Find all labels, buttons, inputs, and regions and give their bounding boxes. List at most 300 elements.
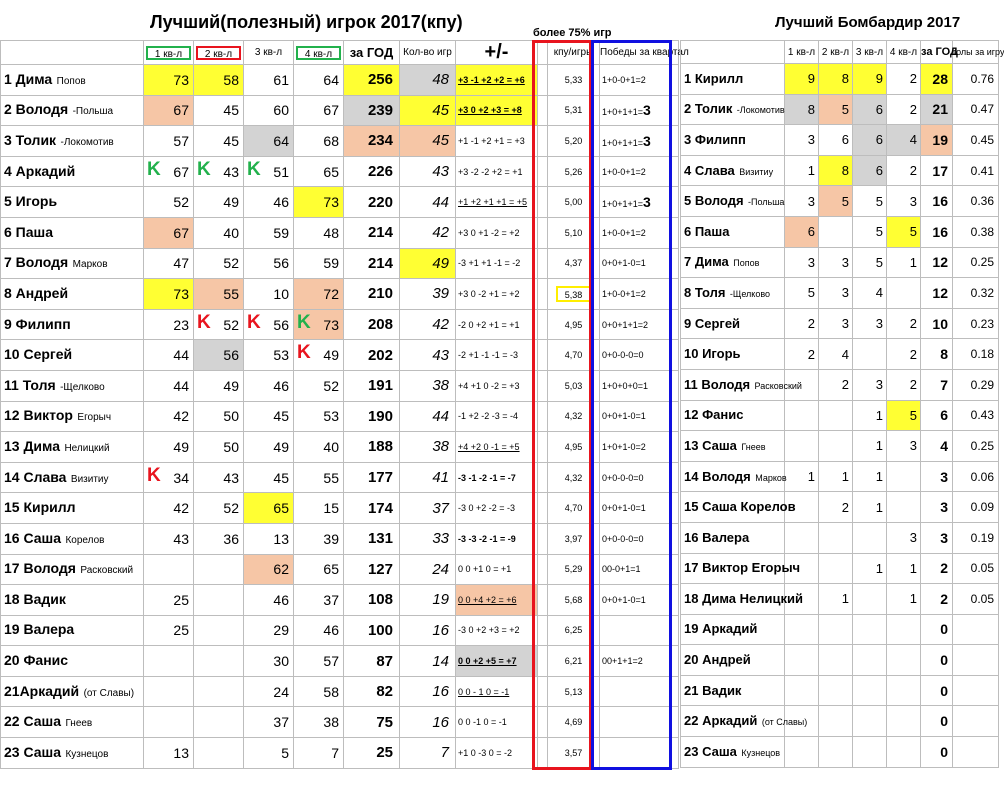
q4-points-cell: [294, 554, 344, 585]
kpu-value: 5,31: [564, 105, 583, 116]
scorer-row: [681, 339, 999, 370]
kpu-value: 3,97: [564, 533, 583, 544]
q4-points: 46: [323, 622, 339, 639]
header-wins: Победы за квартал: [600, 41, 679, 65]
scorer-q1-goals: [785, 400, 819, 431]
scorer-q1-goals: 3: [785, 186, 819, 217]
player-surname: Нелицкий: [64, 442, 110, 454]
player-name-cell: [1, 523, 144, 554]
scorer-q2-goals: 1: [819, 461, 853, 492]
q4-points: 58: [323, 683, 339, 700]
gap-cell: [538, 279, 548, 310]
scorer-row: [681, 369, 999, 400]
goals-per-game: 0.25: [953, 247, 999, 278]
player-name-cell: [1, 432, 144, 463]
games-count: 42: [400, 217, 456, 248]
player-row: [1, 585, 679, 616]
q2-points: 56: [223, 347, 239, 364]
gap-cell: [538, 370, 548, 401]
scorer-q4-goals: 2: [887, 308, 921, 339]
gap-cell: [538, 646, 548, 677]
scorer-q3-goals: [853, 522, 887, 553]
header-year: за ГОД: [344, 41, 400, 65]
kpu-cell: [548, 646, 600, 677]
q4-points-cell: [294, 126, 344, 157]
scorer-table: [680, 40, 1004, 768]
q2-points-cell: [194, 248, 244, 279]
q1-points-cell: [144, 126, 194, 157]
scorer-q4-goals: 3: [887, 522, 921, 553]
games-count: 45: [400, 95, 456, 126]
player-name-cell: [1, 340, 144, 371]
scorer-row: [681, 155, 999, 186]
quarter-wins: [600, 646, 679, 677]
goals-per-game: 0.36: [953, 186, 999, 217]
q2-points-cell: [194, 156, 244, 187]
right-table-title: Лучший Бомбардир 2017: [775, 14, 961, 31]
q2-points-cell: [194, 126, 244, 157]
gap-cell: [538, 554, 548, 585]
gap-cell: [538, 585, 548, 616]
scorer-q1-goals: 8: [785, 94, 819, 125]
games-count: 44: [400, 401, 456, 432]
games-count: 38: [400, 432, 456, 463]
q2-points-cell: [194, 585, 244, 616]
plus-minus: +3 -1 +2 +2 = +6: [456, 65, 538, 96]
player-row: [1, 279, 679, 310]
player-name-cell: [1, 65, 144, 96]
player-name-cell: [1, 676, 144, 707]
games-count: 39: [400, 279, 456, 310]
plus-minus: 0 0 - 1 0 = -1: [456, 676, 538, 707]
kpu-value: 4,32: [564, 411, 583, 422]
q4-points-cell: [294, 95, 344, 126]
scorer-q2-goals: 5: [819, 94, 853, 125]
scorer-year-total: 16: [921, 216, 953, 247]
quarter-wins: [600, 279, 679, 310]
q1-points-cell: [144, 585, 194, 616]
quarter-wins: [600, 585, 679, 616]
kpu-value: 5,13: [564, 686, 583, 697]
q3-points-cell: [244, 493, 294, 524]
year-total: 108: [344, 585, 400, 616]
player-name-cell: [1, 95, 144, 126]
player-surname: Визитиу: [70, 473, 109, 485]
plus-minus: 0 0 +4 +2 = +6: [456, 585, 538, 616]
kpu-value: 6,25: [564, 625, 583, 636]
scorer-header-row: [681, 41, 999, 64]
quarter-wins: [600, 523, 679, 554]
scorer-name: 18 Дима Нелицкий: [684, 590, 803, 606]
q3-points-cell: [244, 279, 294, 310]
scorer-row: [681, 675, 999, 706]
header-q3: 3 кв-л: [244, 41, 294, 65]
kpu-cell: [548, 432, 600, 463]
scorer-q3-goals: 6: [853, 125, 887, 156]
q1-points: 43: [173, 530, 189, 547]
q3-points: 56: [273, 316, 289, 333]
scorer-q1-goals: 5: [785, 278, 819, 309]
player-name: 9 Филипп: [4, 315, 71, 332]
player-name: 13 Дима: [4, 437, 60, 454]
player-name-cell: [1, 187, 144, 218]
games-count: 48: [400, 65, 456, 96]
gap-cell: [538, 187, 548, 218]
wins-formula: 0+0-0-0=0: [602, 350, 644, 361]
q3-points-cell: [244, 615, 294, 646]
scorer-q3-goals: 3: [853, 308, 887, 339]
kpu-cell: [548, 707, 600, 738]
q4-points: 53: [323, 408, 339, 425]
q4-points: 52: [323, 377, 339, 394]
gap-cell: [538, 738, 548, 769]
scorer-header-q4: 4 кв-л: [887, 41, 921, 64]
kpu-value: 4,70: [564, 503, 583, 514]
player-surname: -Польша: [72, 106, 114, 118]
games-count: 16: [400, 707, 456, 738]
scorer-year-total: 21: [921, 94, 953, 125]
scorer-year-total: 2: [921, 553, 953, 584]
q2-points-cell: [194, 279, 244, 310]
q1-points-cell: [144, 554, 194, 585]
q1-points: 52: [173, 194, 189, 211]
quarter-wins: [600, 370, 679, 401]
q1-green-box: 1 кв-л: [146, 46, 191, 60]
k-mark: K: [147, 464, 161, 486]
player-name: 4 Аркадий: [4, 162, 76, 179]
player-surname: Марков: [72, 259, 108, 271]
player-name-cell: [1, 554, 144, 585]
q1-points: 73: [173, 285, 189, 302]
scorer-q4-goals: 1: [887, 553, 921, 584]
scorer-name: 13 Саша: [684, 437, 737, 453]
q2-red-box: 2 кв-л: [196, 46, 241, 60]
year-total: 188: [344, 432, 400, 463]
scorer-row: [681, 737, 999, 768]
player-row: [1, 738, 679, 769]
header-plus-minus: +/-: [456, 41, 538, 65]
kpu-value: 4,95: [564, 441, 583, 452]
scorer-q3-goals: 5: [853, 216, 887, 247]
q4-points-cell: [294, 707, 344, 738]
wins-formula: 0+0+1+1=2: [602, 319, 649, 330]
q2-points: 45: [223, 132, 239, 149]
q1-points-cell: [144, 309, 194, 340]
scorer-q1-goals: [785, 737, 819, 768]
kpu-cell: [548, 279, 600, 310]
player-row: [1, 95, 679, 126]
q4-points-cell: [294, 217, 344, 248]
q4-points-cell: [294, 279, 344, 310]
plus-minus: -1 +2 -2 -3 = -4: [456, 401, 538, 432]
q3-points-cell: [244, 248, 294, 279]
goals-per-game: 0.43: [953, 400, 999, 431]
year-total: 214: [344, 248, 400, 279]
q3-points-cell: [244, 738, 294, 769]
games-count: 43: [400, 340, 456, 371]
scorer-name-cell: [681, 614, 785, 645]
q3-points-cell: [244, 401, 294, 432]
scorer-q2-goals: [819, 737, 853, 768]
useful-player-table: [0, 40, 689, 769]
player-name-cell: [1, 309, 144, 340]
player-name: 1 Дима: [4, 70, 53, 87]
scorer-name-cell: [681, 339, 785, 370]
games-count: 24: [400, 554, 456, 585]
kpu-cell: [548, 187, 600, 218]
games-count: 44: [400, 187, 456, 218]
plus-minus: -3 0 +2 -2 = -3: [456, 493, 538, 524]
year-total: 234: [344, 126, 400, 157]
games-count: 49: [400, 248, 456, 279]
scorer-header-q2: 2 кв-л: [819, 41, 853, 64]
scorer-name-cell: [681, 278, 785, 309]
kpu-value: 3,57: [564, 747, 583, 758]
scorer-year-total: 10: [921, 308, 953, 339]
quarter-wins: [600, 432, 679, 463]
q1-points: 25: [173, 622, 189, 639]
q1-points-cell: [144, 738, 194, 769]
header-q2: [194, 41, 244, 65]
scorer-q4-goals: [887, 461, 921, 492]
q1-points: 42: [173, 500, 189, 517]
scorer-q2-goals: 4: [819, 339, 853, 370]
scorer-q2-goals: 3: [819, 308, 853, 339]
k-mark: K: [297, 311, 311, 333]
scorer-row: [681, 614, 999, 645]
scorer-header-name: [681, 41, 785, 64]
plus-minus: -3 -1 -2 -1 = -7: [456, 462, 538, 493]
year-total: 202: [344, 340, 400, 371]
q1-points-cell: [144, 187, 194, 218]
plus-minus: +4 +1 0 -2 = +3: [456, 370, 538, 401]
goals-per-game: 0.29: [953, 369, 999, 400]
player-name: 5 Игорь: [4, 193, 58, 210]
scorer-name-cell: [681, 461, 785, 492]
kpu-value: 5,33: [564, 74, 583, 85]
scorer-name: 5 Володя: [684, 193, 744, 209]
q4-points: 38: [323, 714, 339, 731]
wins-formula: 00+1+1=2: [602, 656, 643, 667]
goals-per-game: 0.47: [953, 94, 999, 125]
scorer-q1-goals: 1: [785, 461, 819, 492]
plus-minus: +4 +2 0 -1 = +5: [456, 432, 538, 463]
wins-formula: 0+0+1-0=1: [602, 258, 646, 269]
q4-points-cell: [294, 156, 344, 187]
player-name: 17 Володя: [4, 560, 76, 577]
q2-points: 52: [223, 500, 239, 517]
kpu-value: 4,70: [564, 350, 583, 361]
q4-points-cell: [294, 676, 344, 707]
player-name: 16 Саша: [4, 529, 61, 546]
q3-points: 56: [273, 255, 289, 272]
scorer-q4-goals: 2: [887, 64, 921, 95]
q3-points: 62: [273, 561, 289, 578]
q3-points-cell: [244, 707, 294, 738]
goals-per-game: [953, 614, 999, 645]
wins-formula: 1+0+1+1=: [602, 137, 644, 148]
scorer-name-cell: [681, 737, 785, 768]
quarter-wins: [600, 156, 679, 187]
player-row: [1, 462, 679, 493]
scorer-name-cell: [681, 706, 808, 737]
player-surname: Корелов: [65, 534, 105, 546]
q4-points: 73: [323, 316, 339, 333]
scorer-year-total: 0: [921, 614, 953, 645]
scorer-name: 1 Кирилл: [684, 70, 744, 86]
wins-formula: 00-0+1=1: [602, 564, 641, 575]
kpu-cell: [548, 493, 600, 524]
q4-points: 55: [323, 469, 339, 486]
wins-formula: 0+0+1-0=1: [602, 411, 646, 422]
goals-per-game: 0.09: [953, 492, 999, 523]
scorer-q4-goals: [887, 706, 921, 737]
q2-points: 43: [223, 163, 239, 180]
kpu-cell: [548, 126, 600, 157]
q2-points-cell: [194, 493, 244, 524]
quarter-wins: [600, 95, 679, 126]
quarter-wins: [600, 401, 679, 432]
year-total: 226: [344, 156, 400, 187]
scorer-surname: Марков: [755, 472, 787, 483]
q4-points: 48: [323, 224, 339, 241]
q4-points: 65: [323, 163, 339, 180]
scorer-name: 20 Андрей: [684, 652, 751, 668]
scorer-year-total: 19: [921, 125, 953, 156]
k-mark: K: [297, 342, 311, 364]
scorer-row: [681, 216, 999, 247]
q3-points-cell: [244, 646, 294, 677]
player-row: [1, 554, 679, 585]
q4-points-cell: [294, 187, 344, 218]
q3-points: 60: [273, 102, 289, 119]
scorer-row: [681, 584, 999, 615]
goals-per-game: 0.76: [953, 64, 999, 95]
q2-points-cell: [194, 65, 244, 96]
games-count: 37: [400, 493, 456, 524]
goals-per-game: 0.45: [953, 125, 999, 156]
goals-per-game: 0.25: [953, 431, 999, 462]
k-mark: K: [147, 158, 161, 180]
scorer-name: 2 Толик: [684, 101, 733, 117]
player-name: 15 Кирилл: [4, 499, 76, 516]
q3-points: 53: [273, 347, 289, 364]
plus-minus: -2 0 +2 +1 = +1: [456, 309, 538, 340]
scorer-q3-goals: 9: [853, 64, 887, 95]
player-row: [1, 432, 679, 463]
q1-points: 67: [173, 102, 189, 119]
gap-cell: [538, 126, 548, 157]
q3-points: 30: [273, 653, 289, 670]
year-total: 100: [344, 615, 400, 646]
quarter-wins: [600, 309, 679, 340]
kpu-cell: [548, 585, 600, 616]
scorer-q3-goals: 1: [853, 553, 887, 584]
q4-points: 73: [323, 194, 339, 211]
kpu-value: 5,20: [564, 135, 583, 146]
q3-points-cell: [244, 370, 294, 401]
scorer-q3-goals: 1: [853, 492, 887, 523]
scorer-row: [681, 186, 999, 217]
player-name-cell: [1, 156, 144, 187]
games-count: 14: [400, 646, 456, 677]
goals-per-game: 0.19: [953, 522, 999, 553]
wins-formula: 0+0-0-0=0: [602, 533, 644, 544]
q2-points: 50: [223, 438, 239, 455]
scorer-q3-goals: 1: [853, 461, 887, 492]
scorer-name-cell: [681, 216, 785, 247]
scorer-year-total: 16: [921, 186, 953, 217]
scorer-q1-goals: 9: [785, 64, 819, 95]
goals-per-game: [953, 645, 999, 676]
games-count: 33: [400, 523, 456, 554]
header-gap: [538, 41, 548, 65]
scorer-year-total: 0: [921, 645, 953, 676]
q4-points-cell: [294, 65, 344, 96]
gap-cell: [538, 676, 548, 707]
header-name: [1, 41, 144, 65]
wins-total: 3: [643, 194, 651, 211]
kpu-value: 5,68: [564, 594, 583, 605]
q4-points-cell: [294, 738, 344, 769]
q3-points-cell: [244, 462, 294, 493]
scorer-name-cell: [681, 369, 802, 400]
q4-points: 65: [323, 561, 339, 578]
q3-points-cell: [244, 187, 294, 218]
kpu-cell: [548, 156, 600, 187]
k-mark: K: [197, 311, 211, 333]
goals-per-game: [953, 675, 999, 706]
q2-points: 55: [223, 285, 239, 302]
year-total: 177: [344, 462, 400, 493]
q2-points-cell: [194, 432, 244, 463]
scorer-q2-goals: [819, 522, 853, 553]
scorer-q4-goals: 2: [887, 155, 921, 186]
scorer-q1-goals: [785, 614, 819, 645]
q2-points-cell: [194, 370, 244, 401]
plus-minus: +3 0 +1 -2 = +2: [456, 217, 538, 248]
q4-points: 49: [323, 347, 339, 364]
q2-points-cell: [194, 309, 244, 340]
goals-per-game: [953, 737, 999, 768]
player-surname: -Локомотив: [60, 136, 114, 148]
q2-points-cell: [194, 462, 244, 493]
q3-points: 45: [273, 469, 289, 486]
scorer-q1-goals: [785, 645, 819, 676]
q1-points: 13: [173, 744, 189, 761]
scorer-row: [681, 645, 999, 676]
player-surname: Егорыч: [77, 412, 112, 424]
scorer-header-ratio: голы за игру: [953, 41, 999, 64]
q4-points: 57: [323, 653, 339, 670]
scorer-name: 16 Валера: [684, 529, 750, 545]
plus-minus: -3 +1 +1 -1 = -2: [456, 248, 538, 279]
wins-formula: 0+0+1-0=1: [602, 503, 646, 514]
scorer-name-cell: [681, 400, 785, 431]
scorer-row: [681, 308, 999, 339]
year-total: 220: [344, 187, 400, 218]
kpu-cell: [548, 615, 600, 646]
q2-points-cell: [194, 217, 244, 248]
q4-points: 68: [323, 132, 339, 149]
scorer-q4-goals: 2: [887, 94, 921, 125]
player-row: [1, 248, 679, 279]
scorer-year-total: 0: [921, 675, 953, 706]
q1-points-cell: [144, 462, 194, 493]
scorer-q1-goals: 6: [785, 216, 819, 247]
kpu-cell: [548, 248, 600, 279]
gap-cell: [538, 462, 548, 493]
